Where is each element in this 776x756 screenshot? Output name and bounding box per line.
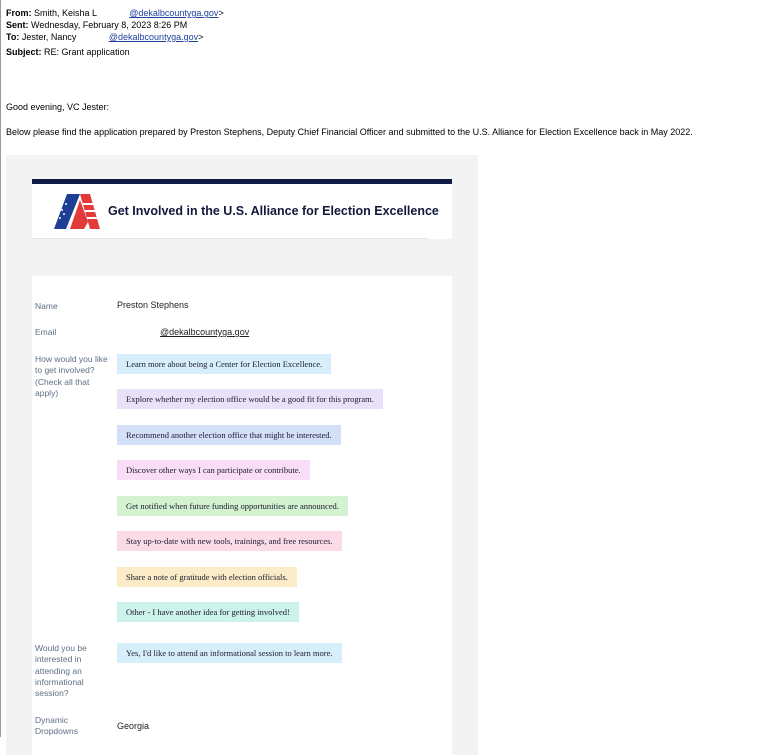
from-line [6, 7, 224, 19]
name-value: Preston Stephens [117, 300, 189, 310]
option-chip-gratitude: Share a note of gratitude with election officials. [117, 567, 297, 587]
option-chip-recommend: Recommend another election office that might be interested. [117, 425, 341, 445]
subject-label: Subject: [6, 47, 42, 57]
to-close: > [198, 32, 204, 42]
sent-line [6, 19, 187, 31]
form-banner [32, 179, 452, 239]
to-label: To: [6, 32, 20, 42]
alliance-flag-logo-icon [54, 194, 100, 229]
email-label: Email [35, 327, 57, 337]
option-chip-up-to-date: Stay up-to-date with new tools, trainings, and free resources. [117, 531, 342, 551]
to-name: Jester, Nancy [21, 32, 77, 42]
subject-value: RE: Grant application [44, 47, 130, 57]
option-chip-notified: Get notified when future funding opportunities are announced. [117, 496, 348, 516]
greeting-text: Good evening, VC Jester: [6, 102, 110, 112]
name-label: Name [35, 301, 58, 311]
sent-value: Wednesday, February 8, 2023 8:26 PM [31, 20, 188, 30]
body-text: Below please find the application prepared by Preston Stephens, Deputy Chief Financial Officer and submitted to the U.S. Alliance for Election Excellence back in May 2022. [6, 127, 693, 137]
involve-label: How would you like to get involved? (Check all that apply) [35, 354, 108, 398]
subject-line [6, 46, 130, 58]
sent-label: Sent: [6, 20, 29, 30]
banner-title: Get Involved in the U.S. Alliance for Election Excellence [108, 204, 439, 218]
option-chip-discover: Discover other ways I can participate or contribute. [117, 460, 310, 480]
banner-divider [32, 238, 428, 239]
session-label: Would you be interested in attending an informational session? [35, 643, 87, 699]
from-name: Smith, Keisha L [34, 8, 97, 18]
dropdowns-value: Georgia [117, 721, 150, 731]
session-chip: Yes, I'd like to attend an informational session to learn more. [117, 643, 342, 663]
from-label: From: [6, 8, 32, 18]
banner-top-bar [32, 179, 452, 184]
from-close: > [218, 8, 224, 18]
window-left-border [0, 0, 1, 737]
to-line [6, 31, 203, 43]
to-address-link[interactable]: @dekalbcountyga.gov [108, 32, 199, 42]
dropdowns-label: Dynamic Dropdowns [35, 715, 78, 737]
email-value-link[interactable]: @dekalbcountyga.gov [160, 327, 250, 337]
option-chip-learn-more: Learn more about being a Center for Election Excellence. [117, 354, 331, 374]
option-chip-other: Other - I have another idea for getting involved! [117, 602, 299, 622]
from-address-link[interactable]: @dekalbcountyga.gov [129, 8, 219, 18]
option-chip-explore-fit: Explore whether my election office would be a good fit for this program. [117, 389, 383, 409]
